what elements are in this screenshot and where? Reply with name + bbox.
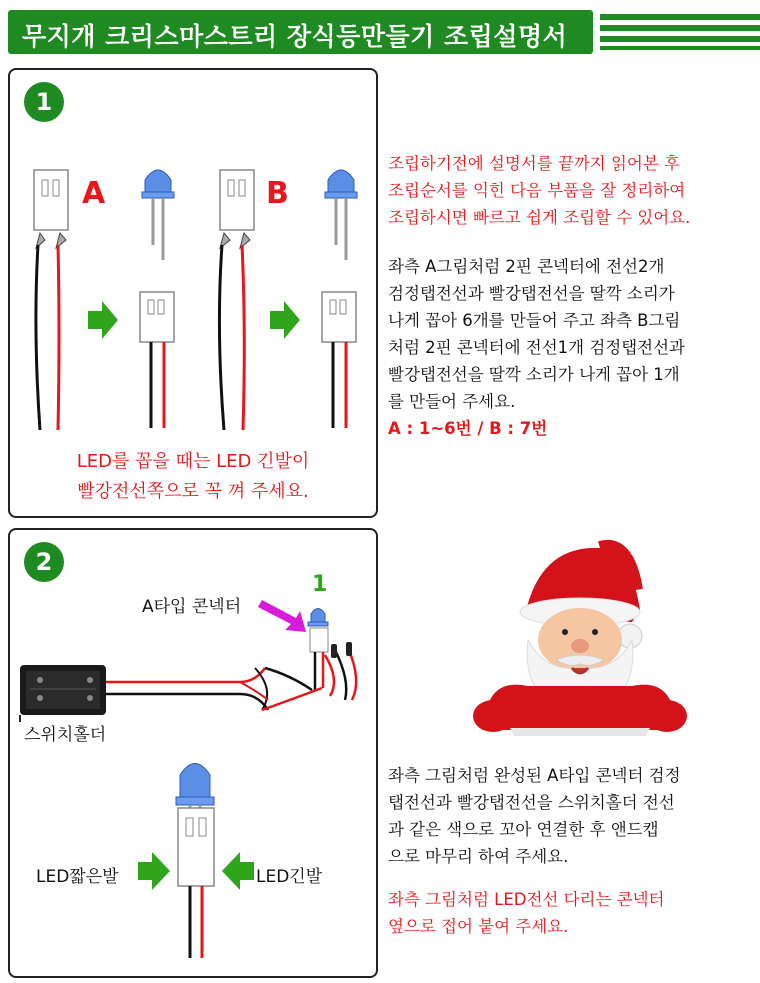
label-a: A bbox=[82, 176, 106, 211]
step1-panel bbox=[8, 68, 378, 518]
label-b: B bbox=[266, 176, 289, 211]
step1-instructions bbox=[388, 253, 685, 442]
header bbox=[0, 0, 760, 58]
header-stripe bbox=[600, 36, 760, 42]
step2-line: 으로 마무리 하여 주세요. bbox=[388, 847, 569, 866]
holder-label: 스위치홀더 bbox=[24, 725, 107, 745]
step1-line: 나게 꼽아 6개를 만들어 주고 좌측 B그림 bbox=[388, 311, 681, 330]
step2-note bbox=[388, 886, 664, 940]
note-line: 옆으로 접어 붙여 주세요. bbox=[388, 917, 569, 936]
step2-line: 좌측 그림처럼 완성된 A타입 콘넥터 검정 bbox=[388, 766, 681, 785]
header-stripe bbox=[600, 25, 760, 31]
intro-line: 조립하기전에 설명서를 끝까지 읽어본 후 bbox=[388, 154, 680, 173]
step2-line: 탭전선과 빨강탭전선을 스위치홀더 전선 bbox=[388, 793, 675, 812]
connector-number: 1 bbox=[312, 572, 328, 597]
note-line: 좌측 그림처럼 LED전선 다리는 콘넥터 bbox=[388, 890, 665, 909]
warning-line2: 빨강전선쪽으로 꼭 껴 주세요. bbox=[77, 481, 309, 502]
connector-label: A타입 콘넥터 bbox=[142, 597, 242, 617]
step2-instructions bbox=[388, 762, 681, 870]
step1-line: 검정탭전선과 빨강탭전선을 딸깍 소리가 bbox=[388, 284, 675, 303]
count-note: A : 1~6번 / B : 7번 bbox=[388, 419, 548, 438]
step2-line: 과 같은 색으로 꼬아 연결한 후 앤드캡 bbox=[388, 820, 659, 839]
page-title: 무지개 크리스마스트리 장식등만들기 조립설명서 bbox=[22, 22, 568, 51]
intro-text bbox=[388, 150, 690, 231]
step2-number: 2 bbox=[24, 542, 64, 582]
santa-illustration bbox=[473, 547, 687, 736]
step1-line: 좌측 A그림처럼 2핀 콘넥터에 전선2개 bbox=[388, 257, 665, 276]
step1-line: 빨강탭전선을 딸깍 소리가 나게 꼽아 1개 bbox=[388, 365, 680, 384]
header-stripe bbox=[600, 46, 760, 50]
step1-number: 1 bbox=[24, 82, 64, 122]
header-stripe bbox=[600, 14, 760, 20]
intro-line: 조립하시면 빠르고 쉽게 조립할 수 있어요. bbox=[388, 208, 691, 227]
step1-line: 처럼 2핀 콘넥터에 전선1개 검정탭전선과 bbox=[388, 338, 685, 357]
warning-line1: LED를 꼽을 때는 LED 긴발이 bbox=[76, 451, 310, 472]
short-leg-label: LED짧은발 bbox=[36, 867, 119, 887]
step1-line: 를 만들어 주세요. bbox=[388, 392, 516, 411]
intro-line: 조립순서를 익힌 다음 부품을 잘 정리하여 bbox=[388, 181, 686, 200]
long-leg-label: LED긴발 bbox=[256, 867, 323, 887]
